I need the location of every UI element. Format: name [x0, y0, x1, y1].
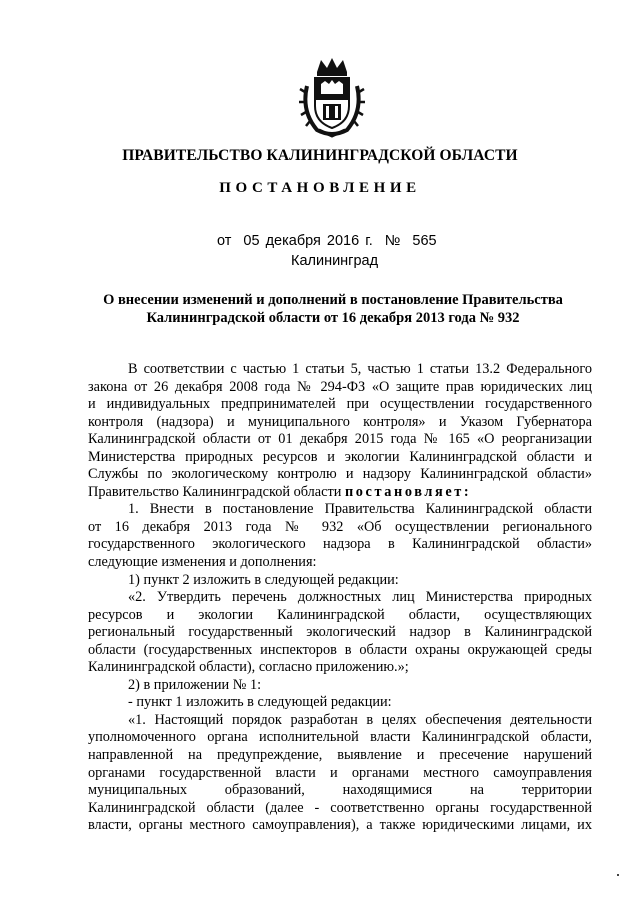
body-line: «2. Утвердить перечень должностных лиц Министерства природных: [128, 589, 592, 606]
body-line: 2) в приложении № 1:: [128, 676, 262, 693]
document-title: [88, 291, 578, 327]
organization-heading: ПРАВИТЕЛЬСТВО КАЛИНИНГРАДСКОЙ ОБЛАСТИ: [122, 147, 518, 164]
body-line: Калининградской области), согласно приложению.»;: [88, 659, 409, 676]
body-line: Министерства природных ресурсов и экологии Калининградской области и: [88, 448, 592, 465]
body-line: и индивидуальных предпринимателей при осуществлении государственного: [88, 396, 592, 413]
body-line: контроля (надзора) и муниципального контроля» и Указом Губернатора: [88, 413, 592, 430]
document-date: 05 декабря 2016 г.: [243, 233, 373, 249]
body-line: закона от 26 декабря 2008 года № 294-ФЗ «О защите прав юридических лиц: [88, 378, 592, 395]
body-line: ресурсов и экологии Калининградской области, осуществляющих: [88, 606, 592, 623]
body-line: органами государственной власти и органами местного самоуправления: [88, 764, 592, 781]
body-line: 1) пункт 2 изложить в следующей редакции:: [128, 571, 399, 588]
body-line: направленной на предупреждение, выявление и пресечение нарушений: [88, 747, 592, 764]
number-sign: №: [384, 233, 401, 249]
body-line: Службы по экологическому контролю и надзору Калининградской области»: [88, 466, 592, 483]
body-line: «1. Настоящий порядок разработан в целях обеспечения деятельности: [128, 711, 592, 728]
body-line-resolves: [88, 484, 592, 502]
body-line: уполномоченного органа исполнительной власти Калининградской области,: [88, 729, 592, 746]
body-line: от 16 декабря 2013 года № 932 «Об осуществлении регионального: [88, 518, 592, 535]
body-line: следующие изменения и дополнения:: [88, 554, 317, 571]
body-line: Калининградской области от 01 декабря 2015 года № 165 «О реорганизации: [88, 431, 592, 448]
body-line: власти, органы местного самоуправления), а также юридическими лицами, их: [88, 817, 592, 834]
body-line: области (государственных инспекторов в области охраны окружающей среды: [88, 641, 592, 658]
document-number: 565: [412, 233, 437, 249]
body-line: - пункт 1 изложить в следующей редакции:: [128, 694, 392, 711]
date-number-line: [217, 233, 443, 249]
body-line: 1. Внести в постановление Правительства Калининградской области: [128, 501, 592, 518]
body-line: В соответствии с частью 1 статьи 5, частью 1 статьи 13.2 Федерального: [128, 361, 592, 377]
body-line: Правительство Калининградской области: [88, 483, 342, 500]
resolves-word: постановляет: [344, 483, 464, 500]
document-body: [88, 361, 592, 835]
coat-of-arms-emblem: [297, 56, 367, 138]
body-line: региональный государственный экологический надзор в Калининградской: [88, 624, 592, 641]
city-name: Калининград: [291, 253, 379, 269]
body-line: государственного экологического надзора в Калининградской области»: [88, 536, 592, 553]
title-line: Калининградской области от 16 декабря 2013 года № 932: [146, 310, 520, 326]
body-line: муниципальных образований, находящимися на территории: [88, 782, 592, 799]
title-line: О внесении изменений и дополнений в постановление Правительства: [103, 292, 563, 308]
date-prefix: от: [217, 233, 232, 249]
resolves-colon: :: [463, 483, 469, 500]
body-line: Калининградской области (далее - соответственно органы государственной: [88, 799, 592, 816]
document-type-heading: ПОСТАНОВЛЕНИЕ: [219, 180, 421, 196]
scan-speck: [617, 874, 619, 876]
